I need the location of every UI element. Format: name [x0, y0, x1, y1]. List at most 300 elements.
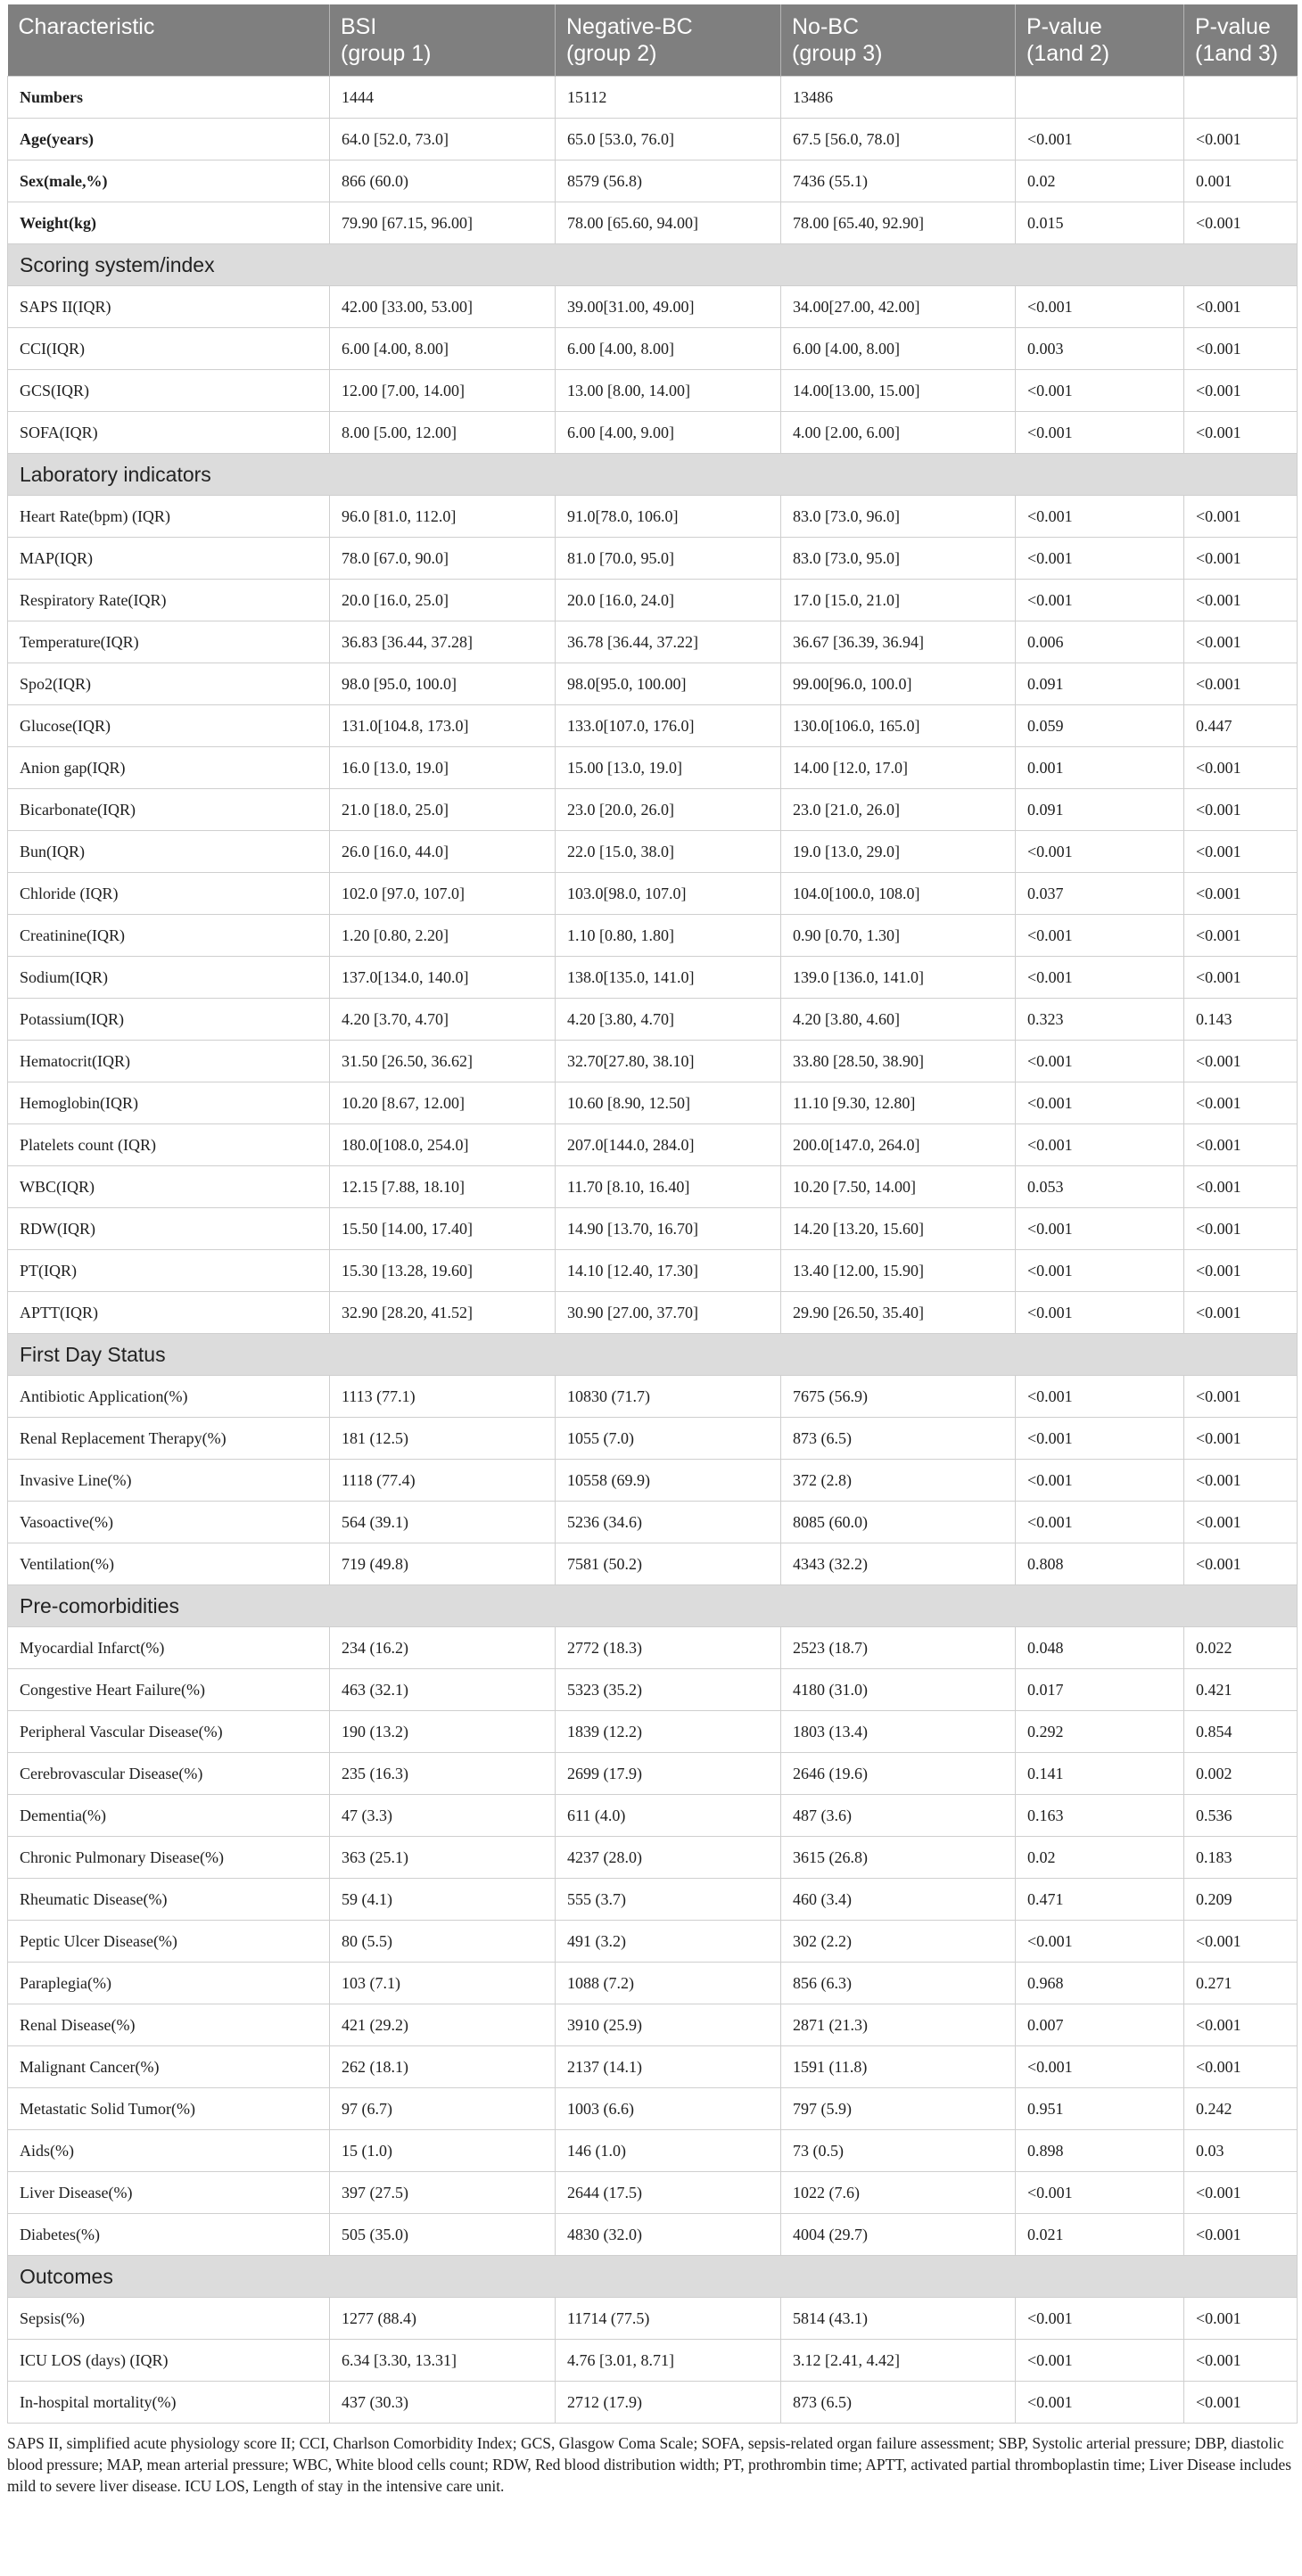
p-value-1-3-cell: <0.001 — [1184, 370, 1298, 412]
p-value-1-2-cell: 0.048 — [1016, 1627, 1184, 1669]
no-bc-cell: 83.0 [73.0, 95.0] — [781, 538, 1016, 580]
section-title: Outcomes — [8, 2256, 1298, 2298]
characteristic-cell: Potassium(IQR) — [8, 999, 330, 1041]
p-value-1-2-cell: 0.059 — [1016, 705, 1184, 747]
header-negative-bc — [556, 4, 781, 77]
table-row — [8, 1627, 1298, 1669]
table-row — [8, 1711, 1298, 1753]
bsi-cell: 26.0 [16.0, 44.0] — [330, 831, 556, 873]
p-value-1-2-cell: <0.001 — [1016, 538, 1184, 580]
p-value-1-2-cell: 0.471 — [1016, 1879, 1184, 1921]
characteristic-cell: CCI(IQR) — [8, 328, 330, 370]
p-value-1-2-cell: 0.007 — [1016, 2004, 1184, 2046]
p-value-1-3-cell: 0.536 — [1184, 1795, 1298, 1837]
table-row — [8, 747, 1298, 789]
negative-bc-cell: 4.20 [3.80, 4.70] — [556, 999, 781, 1041]
p-value-1-2-cell: <0.001 — [1016, 1376, 1184, 1418]
p-value-1-3-cell: <0.001 — [1184, 328, 1298, 370]
p-value-1-2-cell: <0.001 — [1016, 2172, 1184, 2214]
bsi-cell: 10.20 [8.67, 12.00] — [330, 1082, 556, 1124]
no-bc-cell: 104.0[100.0, 108.0] — [781, 873, 1016, 915]
bsi-cell: 1444 — [330, 77, 556, 119]
bsi-cell: 437 (30.3) — [330, 2382, 556, 2424]
p-value-1-2-cell: 0.02 — [1016, 1837, 1184, 1879]
p-value-1-2-cell: <0.001 — [1016, 119, 1184, 160]
header-line: Negative-BC — [566, 14, 693, 39]
p-value-1-3-cell: 0.03 — [1184, 2130, 1298, 2172]
negative-bc-cell: 1839 (12.2) — [556, 1711, 781, 1753]
p-value-1-3-cell: <0.001 — [1184, 831, 1298, 873]
no-bc-cell: 29.90 [26.50, 35.40] — [781, 1292, 1016, 1334]
p-value-1-3-cell: <0.001 — [1184, 2046, 1298, 2088]
p-value-1-2-cell: <0.001 — [1016, 1460, 1184, 1502]
negative-bc-cell: 3910 (25.9) — [556, 2004, 781, 2046]
p-value-1-3-cell: <0.001 — [1184, 202, 1298, 244]
table-row — [8, 999, 1298, 1041]
characteristic-cell: Sodium(IQR) — [8, 957, 330, 999]
table-header-row — [8, 4, 1298, 77]
table-row — [8, 1292, 1298, 1334]
characteristic-cell: Bicarbonate(IQR) — [8, 789, 330, 831]
header-line: (1and 3) — [1195, 41, 1279, 66]
table-row — [8, 1166, 1298, 1208]
bsi-cell: 21.0 [18.0, 25.0] — [330, 789, 556, 831]
table-row — [8, 160, 1298, 202]
table-row — [8, 202, 1298, 244]
characteristic-cell: Liver Disease(%) — [8, 2172, 330, 2214]
table-row — [8, 370, 1298, 412]
negative-bc-cell: 1.10 [0.80, 1.80] — [556, 915, 781, 957]
negative-bc-cell: 11714 (77.5) — [556, 2298, 781, 2340]
no-bc-cell: 14.20 [13.20, 15.60] — [781, 1208, 1016, 1250]
characteristic-cell: Malignant Cancer(%) — [8, 2046, 330, 2088]
negative-bc-cell: 78.00 [65.60, 94.00] — [556, 202, 781, 244]
characteristic-cell: MAP(IQR) — [8, 538, 330, 580]
header-bsi — [330, 4, 556, 77]
header-no-bc — [781, 4, 1016, 77]
p-value-1-2-cell: <0.001 — [1016, 1502, 1184, 1543]
table-row — [8, 538, 1298, 580]
table-row — [8, 1543, 1298, 1585]
bsi-cell: 180.0[108.0, 254.0] — [330, 1124, 556, 1166]
negative-bc-cell: 81.0 [70.0, 95.0] — [556, 538, 781, 580]
negative-bc-cell: 103.0[98.0, 107.0] — [556, 873, 781, 915]
characteristic-cell: SOFA(IQR) — [8, 412, 330, 454]
no-bc-cell: 302 (2.2) — [781, 1921, 1016, 1963]
negative-bc-cell: 2699 (17.9) — [556, 1753, 781, 1795]
bsi-cell: 131.0[104.8, 173.0] — [330, 705, 556, 747]
characteristic-cell: Spo2(IQR) — [8, 663, 330, 705]
bsi-cell: 1118 (77.4) — [330, 1460, 556, 1502]
negative-bc-cell: 22.0 [15.0, 38.0] — [556, 831, 781, 873]
no-bc-cell: 4.00 [2.00, 6.00] — [781, 412, 1016, 454]
characteristic-cell: Bun(IQR) — [8, 831, 330, 873]
no-bc-cell: 487 (3.6) — [781, 1795, 1016, 1837]
p-value-1-2-cell: 0.292 — [1016, 1711, 1184, 1753]
negative-bc-cell: 138.0[135.0, 141.0] — [556, 957, 781, 999]
p-value-1-3-cell: 0.242 — [1184, 2088, 1298, 2130]
no-bc-cell: 4004 (29.7) — [781, 2214, 1016, 2256]
p-value-1-2-cell: <0.001 — [1016, 1208, 1184, 1250]
characteristic-cell: Sex(male,%) — [8, 160, 330, 202]
no-bc-cell: 1022 (7.6) — [781, 2172, 1016, 2214]
negative-bc-cell: 91.0[78.0, 106.0] — [556, 496, 781, 538]
table-row — [8, 663, 1298, 705]
header-line: (group 2) — [566, 41, 657, 66]
p-value-1-3-cell: 0.447 — [1184, 705, 1298, 747]
p-value-1-2-cell: 0.968 — [1016, 1963, 1184, 2004]
characteristic-cell: Chronic Pulmonary Disease(%) — [8, 1837, 330, 1879]
p-value-1-2-cell: 0.006 — [1016, 621, 1184, 663]
section-title: First Day Status — [8, 1334, 1298, 1376]
no-bc-cell: 67.5 [56.0, 78.0] — [781, 119, 1016, 160]
bsi-cell: 235 (16.3) — [330, 1753, 556, 1795]
p-value-1-3-cell: <0.001 — [1184, 1208, 1298, 1250]
table-row — [8, 328, 1298, 370]
bsi-cell: 564 (39.1) — [330, 1502, 556, 1543]
no-bc-cell: 23.0 [21.0, 26.0] — [781, 789, 1016, 831]
table-row — [8, 2172, 1298, 2214]
table-row — [8, 2088, 1298, 2130]
characteristic-cell: PT(IQR) — [8, 1250, 330, 1292]
table-row — [8, 496, 1298, 538]
negative-bc-cell: 555 (3.7) — [556, 1879, 781, 1921]
characteristic-cell: Ventilation(%) — [8, 1543, 330, 1585]
table-row — [8, 957, 1298, 999]
negative-bc-cell: 14.90 [13.70, 16.70] — [556, 1208, 781, 1250]
table-body — [8, 77, 1298, 2424]
negative-bc-cell: 4.76 [3.01, 8.71] — [556, 2340, 781, 2382]
p-value-1-2-cell: <0.001 — [1016, 2340, 1184, 2382]
p-value-1-3-cell: <0.001 — [1184, 1082, 1298, 1124]
bsi-cell: 64.0 [52.0, 73.0] — [330, 119, 556, 160]
characteristic-cell: WBC(IQR) — [8, 1166, 330, 1208]
negative-bc-cell: 2772 (18.3) — [556, 1627, 781, 1669]
characteristic-cell: Respiratory Rate(IQR) — [8, 580, 330, 621]
negative-bc-cell: 10830 (71.7) — [556, 1376, 781, 1418]
table-row — [8, 286, 1298, 328]
p-value-1-3-cell: <0.001 — [1184, 2382, 1298, 2424]
p-value-1-3-cell: <0.001 — [1184, 1376, 1298, 1418]
p-value-1-3-cell: <0.001 — [1184, 1921, 1298, 1963]
negative-bc-cell: 6.00 [4.00, 9.00] — [556, 412, 781, 454]
p-value-1-2-cell: <0.001 — [1016, 831, 1184, 873]
no-bc-cell: 99.00[96.0, 100.0] — [781, 663, 1016, 705]
p-value-1-2-cell: <0.001 — [1016, 1292, 1184, 1334]
p-value-1-3-cell: 0.209 — [1184, 1879, 1298, 1921]
p-value-1-3-cell: <0.001 — [1184, 747, 1298, 789]
table-row — [8, 873, 1298, 915]
p-value-1-2-cell: 0.037 — [1016, 873, 1184, 915]
p-value-1-3-cell: <0.001 — [1184, 873, 1298, 915]
table-row — [8, 1753, 1298, 1795]
negative-bc-cell: 20.0 [16.0, 24.0] — [556, 580, 781, 621]
bsi-cell: 262 (18.1) — [330, 2046, 556, 2088]
no-bc-cell: 0.90 [0.70, 1.30] — [781, 915, 1016, 957]
section-title: Pre-comorbidities — [8, 1585, 1298, 1627]
table-row — [8, 621, 1298, 663]
bsi-cell: 16.0 [13.0, 19.0] — [330, 747, 556, 789]
p-value-1-3-cell: <0.001 — [1184, 2298, 1298, 2340]
bsi-cell: 102.0 [97.0, 107.0] — [330, 873, 556, 915]
table-row — [8, 2046, 1298, 2088]
bsi-cell: 32.90 [28.20, 41.52] — [330, 1292, 556, 1334]
bsi-cell: 397 (27.5) — [330, 2172, 556, 2214]
p-value-1-2-cell: <0.001 — [1016, 412, 1184, 454]
bsi-cell: 78.0 [67.0, 90.0] — [330, 538, 556, 580]
table-row — [8, 1795, 1298, 1837]
header-line: (group 1) — [341, 41, 432, 66]
table-row — [8, 1460, 1298, 1502]
section-title: Laboratory indicators — [8, 454, 1298, 496]
no-bc-cell: 11.10 [9.30, 12.80] — [781, 1082, 1016, 1124]
table-row — [8, 915, 1298, 957]
p-value-1-2-cell: <0.001 — [1016, 580, 1184, 621]
no-bc-cell: 13.40 [12.00, 15.90] — [781, 1250, 1016, 1292]
header-line: BSI — [341, 14, 377, 39]
negative-bc-cell: 98.0[95.0, 100.00] — [556, 663, 781, 705]
p-value-1-3-cell: 0.002 — [1184, 1753, 1298, 1795]
p-value-1-3-cell: <0.001 — [1184, 957, 1298, 999]
table-row — [8, 1418, 1298, 1460]
bsi-cell: 234 (16.2) — [330, 1627, 556, 1669]
p-value-1-2-cell: 0.001 — [1016, 747, 1184, 789]
p-value-1-2-cell: <0.001 — [1016, 2382, 1184, 2424]
p-value-1-2-cell: <0.001 — [1016, 1082, 1184, 1124]
table-row — [8, 412, 1298, 454]
p-value-1-2-cell: 0.141 — [1016, 1753, 1184, 1795]
negative-bc-cell: 13.00 [8.00, 14.00] — [556, 370, 781, 412]
characteristic-cell: Hematocrit(IQR) — [8, 1041, 330, 1082]
characteristic-cell: Hemoglobin(IQR) — [8, 1082, 330, 1124]
p-value-1-2-cell: 0.323 — [1016, 999, 1184, 1041]
bsi-cell: 6.00 [4.00, 8.00] — [330, 328, 556, 370]
table-row — [8, 1502, 1298, 1543]
p-value-1-3-cell: <0.001 — [1184, 496, 1298, 538]
negative-bc-cell: 1088 (7.2) — [556, 1963, 781, 2004]
characteristic-cell: Platelets count (IQR) — [8, 1124, 330, 1166]
p-value-1-3-cell: <0.001 — [1184, 119, 1298, 160]
no-bc-cell: 34.00[27.00, 42.00] — [781, 286, 1016, 328]
characteristic-cell: Anion gap(IQR) — [8, 747, 330, 789]
negative-bc-cell: 36.78 [36.44, 37.22] — [556, 621, 781, 663]
section-header-row — [8, 1585, 1298, 1627]
table-row — [8, 2130, 1298, 2172]
table-row — [8, 1669, 1298, 1711]
characteristic-cell: Renal Disease(%) — [8, 2004, 330, 2046]
bsi-cell: 96.0 [81.0, 112.0] — [330, 496, 556, 538]
p-value-1-2-cell: 0.015 — [1016, 202, 1184, 244]
p-value-1-3-cell: 0.271 — [1184, 1963, 1298, 2004]
no-bc-cell: 73 (0.5) — [781, 2130, 1016, 2172]
negative-bc-cell: 4830 (32.0) — [556, 2214, 781, 2256]
p-value-1-2-cell: <0.001 — [1016, 1041, 1184, 1082]
bsi-cell: 80 (5.5) — [330, 1921, 556, 1963]
p-value-1-2-cell: 0.053 — [1016, 1166, 1184, 1208]
p-value-1-2-cell: <0.001 — [1016, 1418, 1184, 1460]
negative-bc-cell: 30.90 [27.00, 37.70] — [556, 1292, 781, 1334]
no-bc-cell: 14.00[13.00, 15.00] — [781, 370, 1016, 412]
table-container — [7, 4, 1297, 2497]
bsi-cell: 36.83 [36.44, 37.28] — [330, 621, 556, 663]
bsi-cell: 421 (29.2) — [330, 2004, 556, 2046]
characteristic-cell: Sepsis(%) — [8, 2298, 330, 2340]
no-bc-cell: 4180 (31.0) — [781, 1669, 1016, 1711]
header-line: (1and 2) — [1026, 41, 1110, 66]
bsi-cell: 505 (35.0) — [330, 2214, 556, 2256]
bsi-cell: 12.15 [7.88, 18.10] — [330, 1166, 556, 1208]
no-bc-cell: 17.0 [15.0, 21.0] — [781, 580, 1016, 621]
no-bc-cell: 2646 (19.6) — [781, 1753, 1016, 1795]
characteristic-cell: Congestive Heart Failure(%) — [8, 1669, 330, 1711]
negative-bc-cell: 1003 (6.6) — [556, 2088, 781, 2130]
section-header-row — [8, 454, 1298, 496]
table-row — [8, 1963, 1298, 2004]
p-value-1-3-cell: <0.001 — [1184, 538, 1298, 580]
header-line: Characteristic — [18, 14, 155, 39]
no-bc-cell: 873 (6.5) — [781, 2382, 1016, 2424]
characteristic-cell: Cerebrovascular Disease(%) — [8, 1753, 330, 1795]
negative-bc-cell: 8579 (56.8) — [556, 160, 781, 202]
characteristic-cell: Glucose(IQR) — [8, 705, 330, 747]
table-row — [8, 705, 1298, 747]
bsi-cell: 42.00 [33.00, 53.00] — [330, 286, 556, 328]
table-row — [8, 2340, 1298, 2382]
p-value-1-2-cell: 0.003 — [1016, 328, 1184, 370]
bsi-cell: 31.50 [26.50, 36.62] — [330, 1041, 556, 1082]
characteristic-cell: APTT(IQR) — [8, 1292, 330, 1334]
table-row — [8, 77, 1298, 119]
p-value-1-3-cell — [1184, 77, 1298, 119]
no-bc-cell: 460 (3.4) — [781, 1879, 1016, 1921]
p-value-1-3-cell: <0.001 — [1184, 1041, 1298, 1082]
table-row — [8, 1041, 1298, 1082]
negative-bc-cell: 14.10 [12.40, 17.30] — [556, 1250, 781, 1292]
negative-bc-cell: 146 (1.0) — [556, 2130, 781, 2172]
p-value-1-3-cell: <0.001 — [1184, 663, 1298, 705]
characteristic-cell: GCS(IQR) — [8, 370, 330, 412]
negative-bc-cell: 611 (4.0) — [556, 1795, 781, 1837]
negative-bc-cell: 23.0 [20.0, 26.0] — [556, 789, 781, 831]
characteristic-cell: Temperature(IQR) — [8, 621, 330, 663]
negative-bc-cell: 6.00 [4.00, 8.00] — [556, 328, 781, 370]
header-characteristic — [8, 4, 330, 77]
characteristic-cell: Peptic Ulcer Disease(%) — [8, 1921, 330, 1963]
characteristic-cell: Age(years) — [8, 119, 330, 160]
characteristic-cell: RDW(IQR) — [8, 1208, 330, 1250]
bsi-cell: 6.34 [3.30, 13.31] — [330, 2340, 556, 2382]
bsi-cell: 181 (12.5) — [330, 1418, 556, 1460]
negative-bc-cell: 7581 (50.2) — [556, 1543, 781, 1585]
p-value-1-3-cell: <0.001 — [1184, 1250, 1298, 1292]
p-value-1-3-cell: <0.001 — [1184, 2340, 1298, 2382]
table-row — [8, 831, 1298, 873]
bsi-cell: 719 (49.8) — [330, 1543, 556, 1585]
p-value-1-3-cell: 0.183 — [1184, 1837, 1298, 1879]
section-header-row — [8, 1334, 1298, 1376]
bsi-cell: 1113 (77.1) — [330, 1376, 556, 1418]
table-row — [8, 119, 1298, 160]
negative-bc-cell: 10558 (69.9) — [556, 1460, 781, 1502]
table-row — [8, 2382, 1298, 2424]
characteristic-cell: Metastatic Solid Tumor(%) — [8, 2088, 330, 2130]
table-row — [8, 580, 1298, 621]
negative-bc-cell: 1055 (7.0) — [556, 1418, 781, 1460]
no-bc-cell: 13486 — [781, 77, 1016, 119]
bsi-cell: 98.0 [95.0, 100.0] — [330, 663, 556, 705]
negative-bc-cell: 15112 — [556, 77, 781, 119]
p-value-1-2-cell: 0.091 — [1016, 663, 1184, 705]
bsi-cell: 463 (32.1) — [330, 1669, 556, 1711]
p-value-1-2-cell: 0.02 — [1016, 160, 1184, 202]
characteristic-cell: Heart Rate(bpm) (IQR) — [8, 496, 330, 538]
section-title: Scoring system/index — [8, 244, 1298, 286]
table-row — [8, 1921, 1298, 1963]
p-value-1-2-cell: 0.021 — [1016, 2214, 1184, 2256]
p-value-1-2-cell: <0.001 — [1016, 1250, 1184, 1292]
no-bc-cell: 856 (6.3) — [781, 1963, 1016, 2004]
no-bc-cell: 130.0[106.0, 165.0] — [781, 705, 1016, 747]
header-line: No-BC — [792, 14, 860, 39]
section-header-row — [8, 2256, 1298, 2298]
table-row — [8, 1082, 1298, 1124]
p-value-1-3-cell: 0.022 — [1184, 1627, 1298, 1669]
table-row — [8, 1208, 1298, 1250]
bsi-cell: 47 (3.3) — [330, 1795, 556, 1837]
p-value-1-2-cell: 0.163 — [1016, 1795, 1184, 1837]
no-bc-cell: 10.20 [7.50, 14.00] — [781, 1166, 1016, 1208]
p-value-1-3-cell: <0.001 — [1184, 621, 1298, 663]
characteristic-cell: Chloride (IQR) — [8, 873, 330, 915]
p-value-1-2-cell: <0.001 — [1016, 496, 1184, 538]
characteristic-cell: Aids(%) — [8, 2130, 330, 2172]
p-value-1-2-cell: <0.001 — [1016, 915, 1184, 957]
p-value-1-2-cell: 0.017 — [1016, 1669, 1184, 1711]
p-value-1-3-cell: <0.001 — [1184, 2172, 1298, 2214]
negative-bc-cell: 207.0[144.0, 284.0] — [556, 1124, 781, 1166]
no-bc-cell: 5814 (43.1) — [781, 2298, 1016, 2340]
no-bc-cell: 873 (6.5) — [781, 1418, 1016, 1460]
p-value-1-3-cell: <0.001 — [1184, 1543, 1298, 1585]
p-value-1-2-cell: <0.001 — [1016, 2046, 1184, 2088]
negative-bc-cell: 133.0[107.0, 176.0] — [556, 705, 781, 747]
bsi-cell: 15 (1.0) — [330, 2130, 556, 2172]
characteristic-cell: SAPS II(IQR) — [8, 286, 330, 328]
section-header-row — [8, 244, 1298, 286]
bsi-cell: 8.00 [5.00, 12.00] — [330, 412, 556, 454]
bsi-cell: 137.0[134.0, 140.0] — [330, 957, 556, 999]
p-value-1-3-cell: <0.001 — [1184, 1418, 1298, 1460]
characteristic-cell: Creatinine(IQR) — [8, 915, 330, 957]
p-value-1-2-cell: <0.001 — [1016, 286, 1184, 328]
table-row — [8, 2004, 1298, 2046]
p-value-1-3-cell: 0.143 — [1184, 999, 1298, 1041]
no-bc-cell: 33.80 [28.50, 38.90] — [781, 1041, 1016, 1082]
characteristic-cell: Weight(kg) — [8, 202, 330, 244]
table-footnote: SAPS II, simplified acute physiology score II; CCI, Charlson Comorbidity Index; GCS, Glasgow Coma Scale; SOFA, sepsis-related organ failure assessment; SBP, Systolic arterial pressure; DBP, diastolic blood pressure; MAP, mean arterial pressure; WBC, White blood cells count; RDW, Red blood distribution width; PT, prothrombin time; APTT, activated partial thromboplastin time; Liver Disease includes mild to severe liver disease. ICU LOS, Length of stay in the intensive care unit. — [7, 2434, 1292, 2495]
p-value-1-2-cell: 0.951 — [1016, 2088, 1184, 2130]
p-value-1-3-cell: <0.001 — [1184, 1124, 1298, 1166]
no-bc-cell: 139.0 [136.0, 141.0] — [781, 957, 1016, 999]
negative-bc-cell: 11.70 [8.10, 16.40] — [556, 1166, 781, 1208]
p-value-1-2-cell: <0.001 — [1016, 957, 1184, 999]
p-value-1-2-cell: 0.091 — [1016, 789, 1184, 831]
p-value-1-3-cell: <0.001 — [1184, 2214, 1298, 2256]
p-value-1-3-cell: <0.001 — [1184, 1166, 1298, 1208]
header-p-value-1-3 — [1184, 4, 1298, 77]
no-bc-cell: 14.00 [12.0, 17.0] — [781, 747, 1016, 789]
no-bc-cell: 6.00 [4.00, 8.00] — [781, 328, 1016, 370]
